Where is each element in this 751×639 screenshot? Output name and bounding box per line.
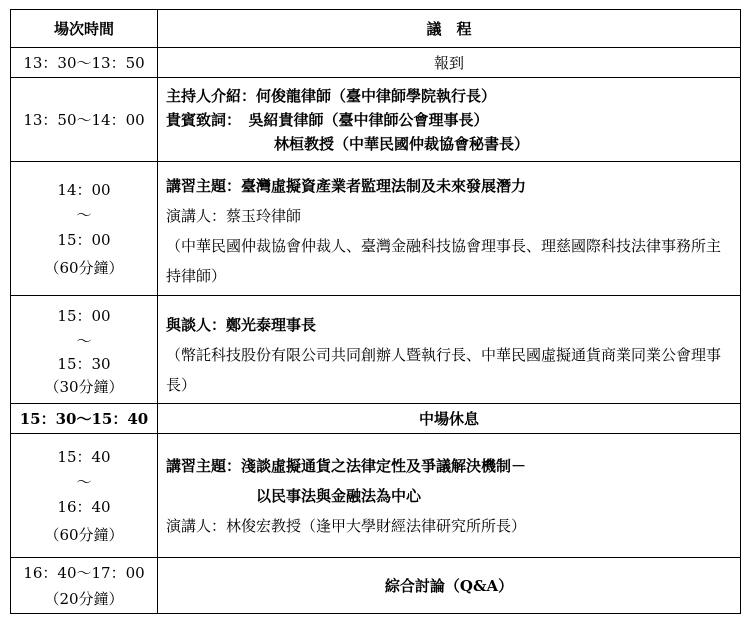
talk1-time bbox=[11, 162, 158, 296]
qa-duration: （20分鐘） bbox=[44, 589, 124, 608]
header-row bbox=[11, 10, 741, 48]
guest-2: 林桓教授（中華民國仲裁協會秘書長） bbox=[274, 135, 530, 153]
guest-1: 吳紹貴律師（臺中律師公會理事長） bbox=[248, 111, 489, 129]
talk2-end: 15：30 bbox=[57, 354, 111, 373]
talk1-row bbox=[11, 162, 741, 296]
guest-line-1 bbox=[166, 108, 732, 132]
guest-label: 貴賓致詞： bbox=[166, 111, 234, 129]
talk2-sep: ～ bbox=[76, 331, 92, 350]
opening-time: 13：50～14：00 bbox=[11, 78, 158, 162]
talk2-time bbox=[11, 296, 158, 404]
registration-row bbox=[11, 48, 741, 78]
talk3-program bbox=[158, 434, 741, 558]
talk1-sep: ～ bbox=[76, 205, 92, 224]
host-intro: 主持人介紹：何俊龍律師（臺中律師學院執行長） bbox=[166, 87, 497, 105]
header-program: 議 程 bbox=[158, 10, 741, 48]
qa-row bbox=[11, 558, 741, 614]
header-time: 場次時間 bbox=[11, 10, 158, 48]
talk2-guest: 與談人：鄭光泰理事長 bbox=[166, 316, 317, 334]
talk3-end: 16：40 bbox=[57, 497, 111, 516]
talk3-topic-2: 以民事法與金融法為中心 bbox=[256, 486, 422, 505]
talk3-row bbox=[11, 434, 741, 558]
talk3-start: 15：40 bbox=[57, 447, 111, 466]
talk3-duration: （60分鐘） bbox=[44, 525, 124, 544]
talk3-speaker: 演講人：林俊宏教授（逢甲大學財經法律研究所所長） bbox=[166, 516, 527, 535]
talk2-duration: （30分鐘） bbox=[44, 377, 124, 396]
talk1-topic: 講習主題：臺灣虛擬資產業者監理法制及未來發展潛力 bbox=[166, 177, 527, 195]
talk1-start: 14：00 bbox=[57, 180, 111, 199]
talk1-program bbox=[158, 162, 741, 296]
talk3-sep: ～ bbox=[76, 472, 92, 491]
agenda-table bbox=[10, 9, 741, 614]
registration-time: 13：30～13：50 bbox=[11, 48, 158, 78]
qa-time-range: 16：40～17：00 bbox=[23, 563, 145, 582]
talk3-time bbox=[11, 434, 158, 558]
talk1-bio: （中華民國仲裁協會仲裁人、臺灣金融科技協會理事長、理慈國際科技法律事務所主持律師） bbox=[166, 237, 722, 285]
qa-time bbox=[11, 558, 158, 614]
qa-item: 綜合討論（Q&A） bbox=[158, 558, 741, 614]
talk2-bio: （幣託科技股份有限公司共同創辦人暨執行長、中華民國虛擬通貨商業同業公會理事長） bbox=[166, 346, 722, 394]
break-item: 中場休息 bbox=[158, 404, 741, 434]
opening-program bbox=[158, 78, 741, 162]
break-row bbox=[11, 404, 741, 434]
talk3-topic-1: 講習主題：淺談虛擬通貨之法律定性及爭議解決機制－ bbox=[166, 456, 527, 475]
talk2-program bbox=[158, 296, 741, 404]
registration-item: 報到 bbox=[158, 48, 741, 78]
break-time: 15：30～15：40 bbox=[11, 404, 158, 434]
talk1-speaker: 演講人：蔡玉玲律師 bbox=[166, 207, 302, 225]
talk2-start: 15：00 bbox=[57, 306, 111, 325]
talk1-end: 15：00 bbox=[57, 230, 111, 249]
talk2-row bbox=[11, 296, 741, 404]
talk1-duration: （60分鐘） bbox=[44, 258, 124, 277]
opening-row bbox=[11, 78, 741, 162]
